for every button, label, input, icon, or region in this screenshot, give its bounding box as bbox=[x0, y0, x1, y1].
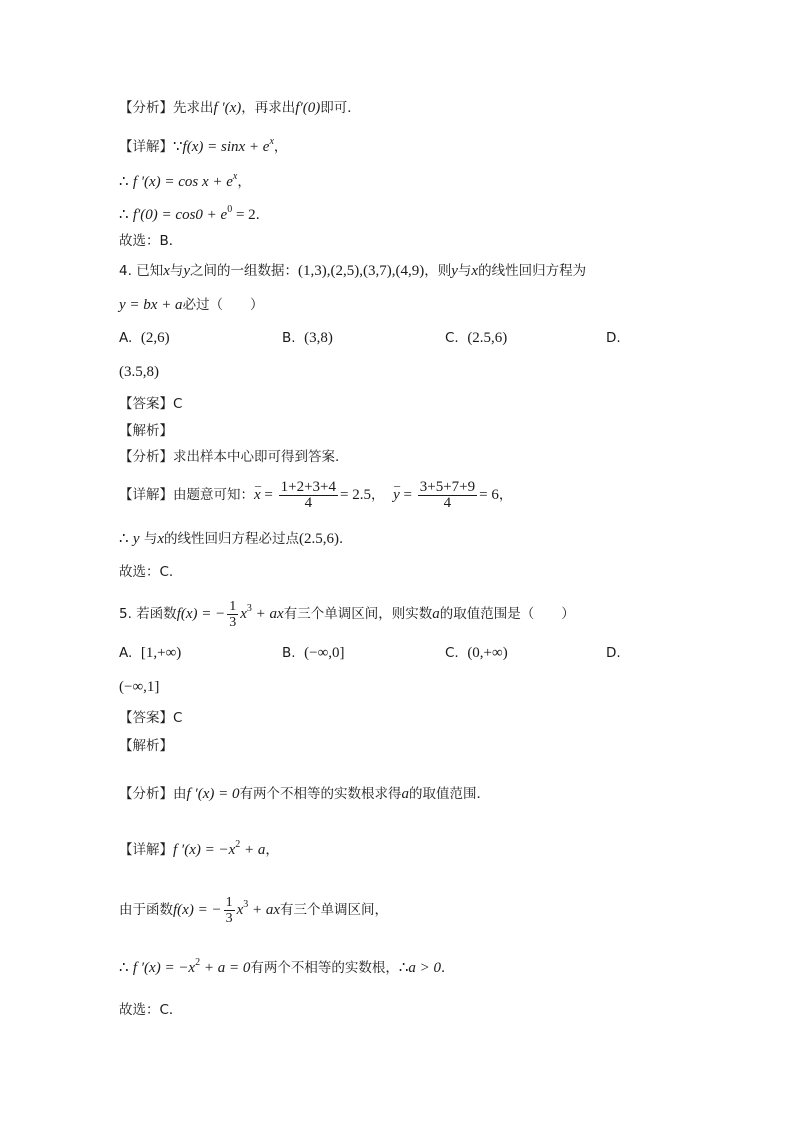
x-bar: – x bbox=[254, 478, 261, 512]
q4-solution-tag: 【解析】 bbox=[119, 423, 173, 439]
q4-answer: 【答案】C bbox=[119, 396, 183, 412]
q5-option-d-label: D. bbox=[606, 645, 621, 661]
x-mean-fraction: $\frac{1+2+3+4}{4}$ bbox=[280, 478, 337, 511]
data-points: (1,3),(2,5),(3,7),(4,9) bbox=[298, 263, 425, 279]
y-mean-fraction: $\frac{3+5+7+9}{4}$ bbox=[419, 478, 476, 511]
q5-analysis-line: 【分析】由f ′(x) = 0有两个不相等的实数根求得a的取值范围． bbox=[119, 786, 490, 802]
question-number: 4. bbox=[119, 263, 132, 279]
q5-answer: 【答案】C bbox=[119, 710, 183, 726]
q3-detail-line: 【详解】∵f(x) = $\sin x + e^x$， bbox=[119, 136, 288, 155]
q3-choice: 故选：B． bbox=[119, 233, 183, 249]
one-third-fraction: $\frac{1}{3}$ bbox=[229, 598, 237, 630]
q4-option-a: A. (2,6) bbox=[119, 330, 170, 346]
q4-detail-line: 【详解】由题意可知：– x = $\frac{1+2+3+4}{4}$ = 2.5， – y = $\frac{3+5+7+9}{4}$ = 6， bbox=[119, 478, 512, 512]
math-function: f(x) = sinx + e bbox=[182, 139, 270, 155]
analysis-tag: 【分析】 bbox=[119, 100, 173, 116]
q3-step2-line: ∴ $f'(0) = \cos 0 + e^0 = 2$． bbox=[119, 204, 270, 223]
q5-option-d-value: (−∞,1] bbox=[119, 679, 160, 695]
q5-option-c: C. (0,+∞) bbox=[445, 645, 508, 661]
q4-choice: 故选：C. bbox=[119, 564, 174, 580]
q4-option-c: C. (2.5,6) bbox=[445, 330, 508, 346]
q5-choice: 故选：C． bbox=[119, 1002, 183, 1018]
detail-tag: 【详解】 bbox=[119, 139, 173, 155]
q4-option-d-label: D. bbox=[606, 330, 621, 346]
sample-center-point: (2.5,6) bbox=[298, 531, 339, 547]
q3-step1-line: ∴ f '$(x) = \cos x + e^x$， bbox=[119, 171, 251, 190]
math-derivative: f '(x) bbox=[213, 100, 242, 116]
q5-detail-line: 【详解】f $'(x) = -x^2 + a$， bbox=[119, 839, 279, 858]
q4-stem-line1: 4. 已知x与y之间的一组数据：(1,3),(2,5),(3,7),(4,9)，则y与x的线性回归方程为 bbox=[119, 263, 587, 279]
q4-option-b: B. (3,8) bbox=[282, 330, 333, 346]
q5-solution-tag: 【解析】 bbox=[119, 738, 173, 754]
math-derivative-expression: f '(x) = cos x + e bbox=[132, 174, 233, 190]
q5-line2: 由于函数f(x) = − $\frac{1}{3}$ $x^3$ + ax有三个单调区间， bbox=[119, 894, 389, 926]
one-third-fraction-2: $\frac{1}{3}$ bbox=[225, 894, 233, 926]
q4-option-d-value: (3.5,8) bbox=[119, 364, 159, 380]
regression-equation: y = bx + a bbox=[119, 297, 183, 313]
q4-conclusion-line: ∴ y 与x的线性回归方程必过点(2.5,6)． bbox=[119, 531, 353, 547]
question-number: 5. bbox=[119, 606, 132, 622]
math-derivative-value: f′(0) = cos0 + e bbox=[132, 207, 228, 223]
q5-option-b: B. (−∞,0] bbox=[282, 645, 345, 661]
q5-line3: ∴ f $'(x) = -x^2 + a = 0$有两个不相等的实数根，∴a > 0． bbox=[119, 957, 455, 976]
q3-analysis-line: 【分析】先求出f '(x)，再求出f′(0)即可． bbox=[119, 100, 361, 116]
q4-analysis-line: 【分析】求出样本中心即可得到答案. bbox=[119, 449, 340, 465]
math-derivative-at-zero: f′(0) bbox=[295, 100, 321, 116]
q4-stem-line2: y = bx + a必过（ ） bbox=[119, 297, 264, 313]
q5-option-a: A. [1,+∞) bbox=[119, 645, 182, 661]
y-bar: – y bbox=[393, 478, 400, 512]
q5-stem-line: 5. 若函数f(x) = − $\frac{1}{3}$ $x^3$ + ax有三个单调区间，则实数a的取值范围是（ ） bbox=[119, 598, 575, 630]
